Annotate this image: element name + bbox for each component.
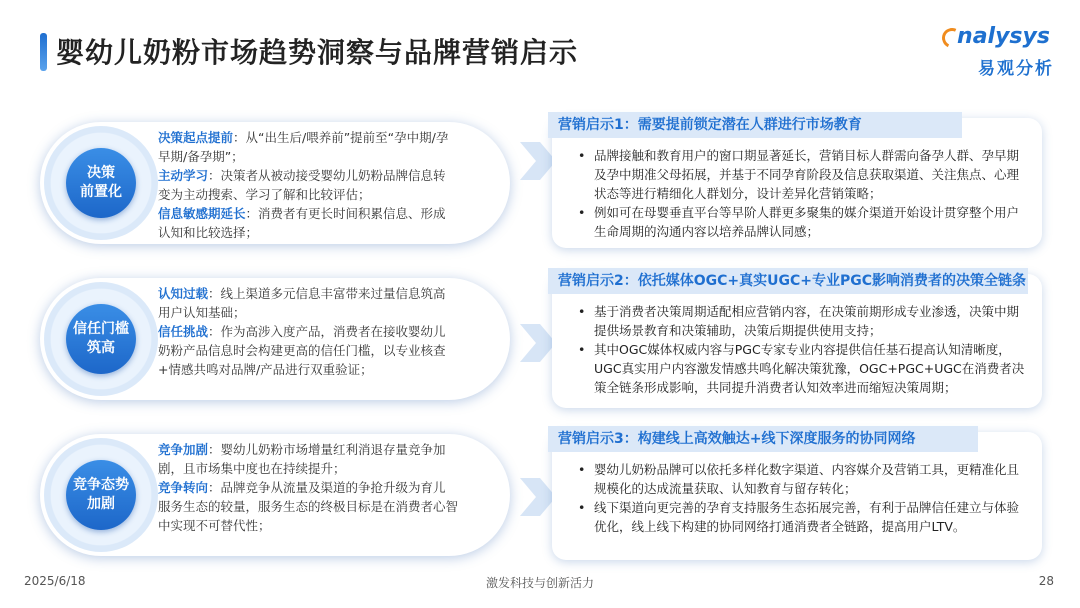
page-number: 28 <box>1038 574 1054 588</box>
insight-bullet: • 婴幼儿奶粉品牌可以依托多样化数字渠道、内容媒介及营销工具，更精准化且规模化的达成流量获取、认知教育与留存转化； <box>576 460 1028 498</box>
insight-card-2 <box>552 274 1042 408</box>
insight-card-1 <box>552 118 1042 248</box>
page-title: 婴幼儿奶粉市场趋势洞察与品牌营销启示 <box>56 36 579 69</box>
insight-bullets <box>576 302 1028 397</box>
trend-circle-label: 决策 前置化 <box>66 148 136 218</box>
insight-bullet: • 线下渠道向更完善的孕育支持服务生态拓展完善，有利于品牌信任建立与体验优化，线上线下构建的协同网络打通消费者全链路，提高用户LTV。 <box>576 498 1028 536</box>
trend-text: 决策起点提前：从“出生后/喂养前”提前至“孕中期/孕早期/备孕期”； 主动学习：决策者从被动接受婴幼儿奶粉品牌信息转变为主动搜索、学习了解和比较评估； 信息敏感期延长：消费者有更长时间积累信息、形成认知和比较选择； <box>158 130 449 240</box>
insight-bullet: • 品牌接触和教育用户的窗口期显著延长，营销目标人群需向备孕人群、孕早期及孕中期准父母拓展，并基于不同孕育阶段及信息获取渠道、关注焦点、心理状态等进行精细化人群划分，设计差异化营销策略； <box>576 146 1028 203</box>
logo-english: nalysys <box>957 24 1050 49</box>
insight-heading: 营销启示2：依托媒体OGC+真实UGC+专业PGC影响消费者的决策全链条 <box>548 268 1028 294</box>
trend-text: 认知过载：线上渠道多元信息丰富带来过量信息筑高用户认知基础； 信任挑战：作为高涉入度产品，消费者在接收婴幼儿奶粉产品信息时会构建更高的信任门槛，以专业核查+情感共鸣对品牌/产品进行双重验证； <box>158 286 446 377</box>
footer-slogan: 激发科技与创新活力 <box>485 576 594 590</box>
trend-circle <box>44 126 158 240</box>
insight-heading: 营销启示1：需要提前锁定潜在人群进行市场教育 <box>548 112 962 138</box>
trend-card-trust-threshold <box>40 278 510 400</box>
analysys-logo <box>940 24 1058 80</box>
insight-bullet: • 基于消费者决策周期适配相应营销内容，在决策前期形成专业渗透，决策中期提供场景教育和决策辅助，决策后期提供使用支持； <box>576 302 1028 340</box>
trend-text: 竞争加剧：婴幼儿奶粉市场增量红利消退存量竞争加剧，且市场集中度也在持续提升； 竞争转向：品牌竞争从流量及渠道的争抢升级为育儿服务生态的较量，服务生态的终极目标是在消费者心智中实现不可替代性； <box>158 442 459 533</box>
insight-bullets <box>576 460 1028 536</box>
logo-chinese: 易观分析 <box>978 59 1054 79</box>
insight-bullets <box>576 146 1028 241</box>
trend-circle <box>44 282 158 396</box>
insight-bullet: • 例如可在母婴垂直平台等早阶人群更多聚集的媒介渠道开始设计贯穿整个用户生命周期的沟通内容以培养品牌认同感； <box>576 203 1028 241</box>
trend-card-competition <box>40 434 510 556</box>
footer-date: 2025/6/18 <box>24 574 86 588</box>
trend-card-decision-advance <box>40 122 510 244</box>
insight-heading: 营销启示3：构建线上高效触达+线下深度服务的协同网络 <box>548 426 978 452</box>
trend-circle-label: 竞争态势 加剧 <box>66 460 136 530</box>
trend-circle-label: 信任门槛 筑高 <box>66 304 136 374</box>
insight-card-3 <box>552 432 1042 560</box>
insight-bullet: • 其中OGC媒体权威内容与PGC专家专业内容提供信任基石提高认知清晰度，UGC真实用户内容激发情感共鸣化解决策犹豫，OGC+PGC+UGC在消费者决策全链条形成影响，共同提升消费者认知效率进而缩短决策周期； <box>576 340 1028 397</box>
trend-circle <box>44 438 158 552</box>
title-accent-bar <box>40 33 47 71</box>
